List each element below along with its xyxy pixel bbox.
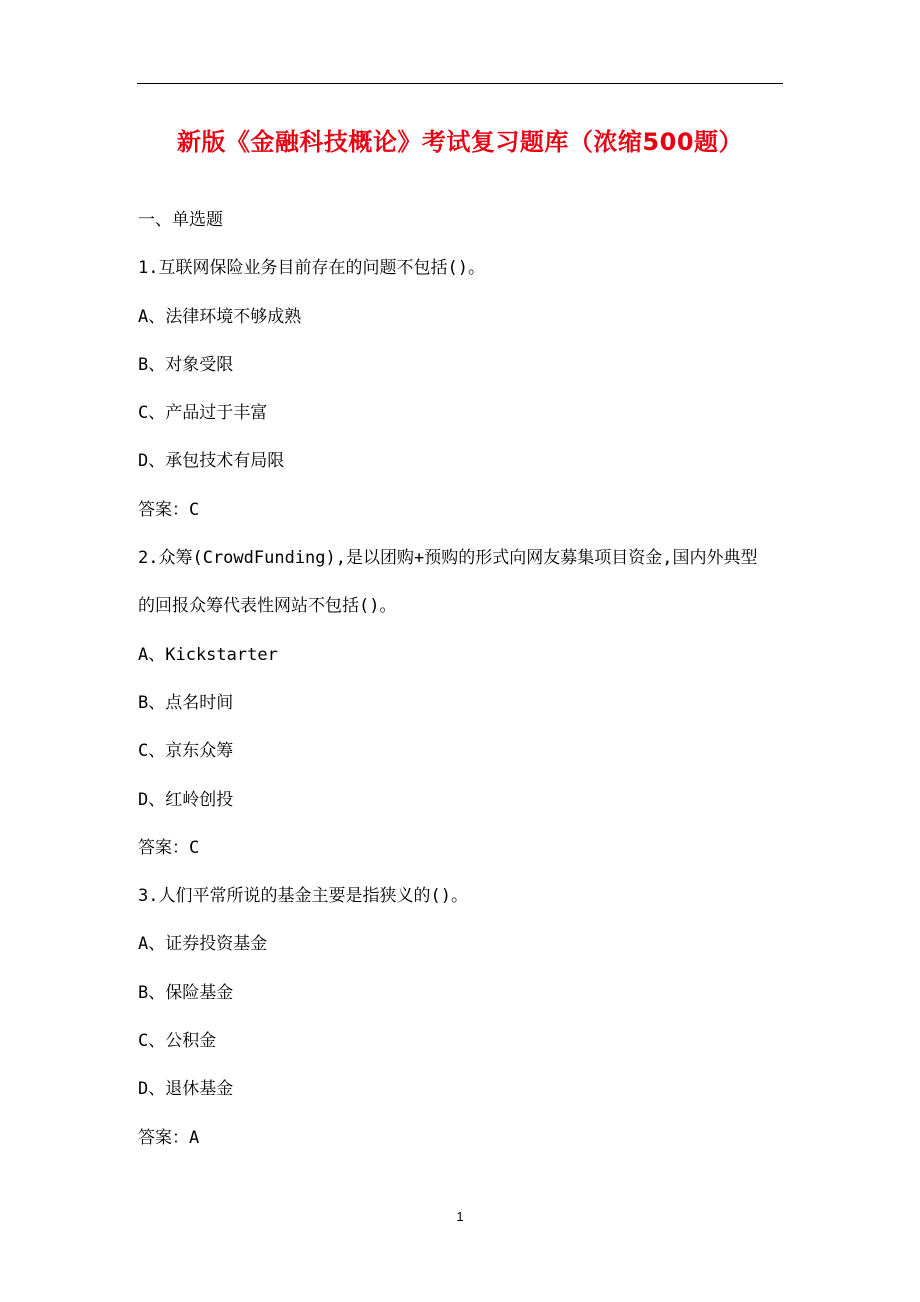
question-answer: 答案：C (138, 837, 200, 858)
question-stem: 2.众筹(CrowdFunding),是以团购+预购的形式向网友募集项目资金,国内外典型 (138, 548, 758, 569)
question-option: B、保险基金 (138, 982, 234, 1003)
question-option: A、证券投资基金 (138, 934, 268, 955)
question-option: D、承包技术有局限 (138, 451, 285, 472)
section-heading: 一、单选题 (138, 210, 223, 230)
question-stem: 3.人们平常所说的基金主要是指狭义的()。 (138, 886, 468, 907)
question-option: A、法律环境不够成熟 (138, 306, 302, 327)
question-option: B、点名时间 (138, 692, 234, 713)
question-option: C、京东众筹 (138, 741, 234, 762)
question-option: D、红岭创投 (138, 789, 234, 810)
page-number: 1 (456, 1209, 464, 1224)
header-rule (137, 83, 783, 84)
question-option: D、退休基金 (138, 1079, 234, 1100)
question-stem: 1.互联网保险业务目前存在的问题不包括()。 (138, 258, 485, 279)
question-option: B、对象受限 (138, 354, 234, 375)
document-title: 新版《金融科技概论》考试复习题库（浓缩500题） (176, 128, 744, 156)
question-answer: 答案：A (138, 1127, 200, 1148)
question-answer: 答案：C (138, 499, 200, 520)
question-option: C、公积金 (138, 1031, 217, 1052)
question-stem-continued: 的回报众筹代表性网站不包括()。 (138, 596, 397, 617)
question-option: A、Kickstarter (138, 644, 278, 665)
question-option: C、产品过于丰富 (138, 403, 268, 424)
document-body (138, 208, 788, 1174)
